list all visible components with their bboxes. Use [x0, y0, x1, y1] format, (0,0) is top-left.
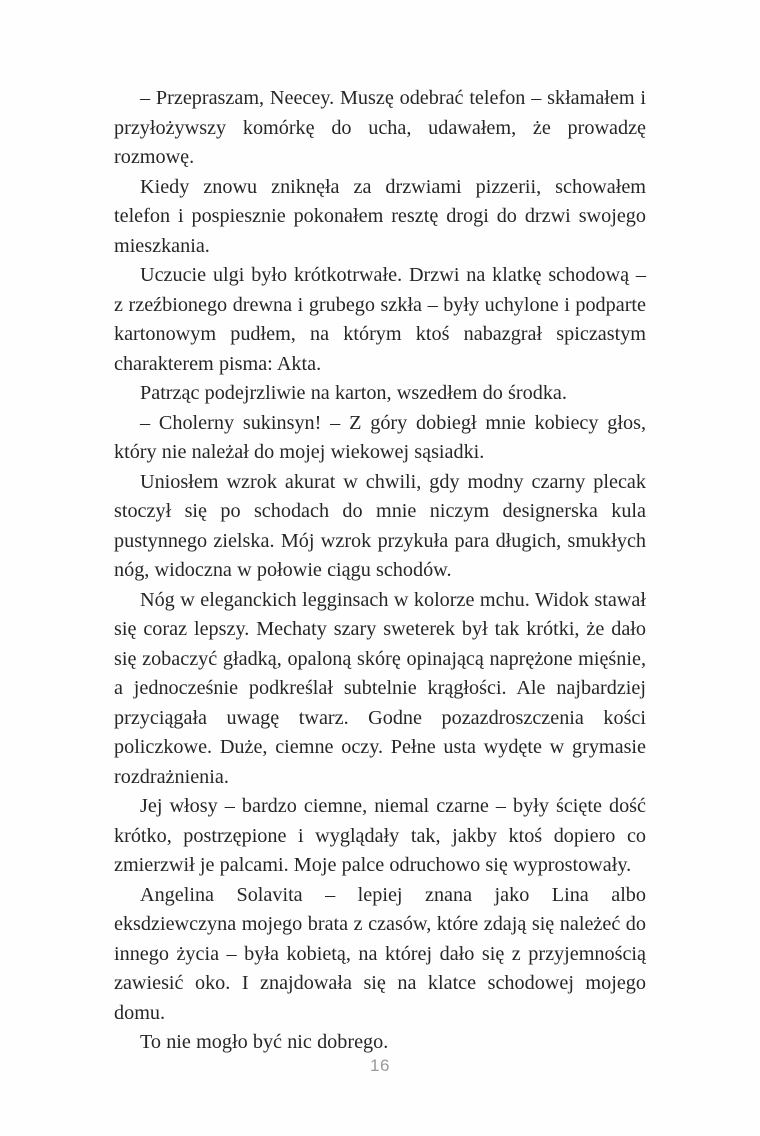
paragraph: Jej włosy – bardzo ciemne, niemal czarne – były ścięte dość krótko, postrzępione i wyglądały tak, jakby ktoś dopiero co zmierzwił je palcami. Moje palce odruchowo się wyprostowały. — [114, 795, 646, 876]
body-text-column — [114, 84, 646, 1058]
page-number: 16 — [370, 1056, 390, 1075]
paragraph: Nóg w eleganckich legginsach w kolorze mchu. Widok stawał się coraz lepszy. Mechaty szary sweterek był tak krótki, że dało się zobaczyć gładką, opaloną skórę opinającą naprężone mięśnie, a jednocześnie podkreślał subtelnie krągłości. Ale najbardziej przyciągała uwagę twarz. Godne pozazdroszczenia kości policzkowe. Duże, ciemne oczy. Pełne usta wydęte w grymasie rozdrażnienia. — [114, 588, 646, 788]
paragraph: Angelina Solavita – lepiej znana jako Lina albo eksdziewczyna mojego brata z czasów, które zdają się należeć do innego życia – była kobietą, na której dało się z przyjemnością zawiesić oko. I znajdowała się na klatce schodowej mojego domu. — [114, 883, 646, 1024]
paragraph: Kiedy znowu zniknęła za drzwiami pizzerii, schowałem telefon i pospiesznie pokonałem resztę drogi do drzwi swojego mieszkania. — [114, 175, 646, 257]
paragraph: Uniosłem wzrok akurat w chwili, gdy modny czarny plecak stoczył się po schodach do mnie niczym designerska kula pustynnego zielska. Mój wzrok przykuła para długich, smukłych nóg, widoczna w połowie ciągu schodów. — [114, 470, 646, 581]
paragraph: To nie mogło być nic dobrego. — [140, 1031, 389, 1053]
paragraph: – Cholerny sukinsyn! – Z góry dobiegł mnie kobiecy głos, który nie należał do mojej wiekowej sąsiadki. — [114, 411, 646, 463]
paragraph: Uczucie ulgi było krótkotrwałe. Drzwi na klatkę schodową – z rzeźbionego drewna i grubego szkła – były uchylone i podparte kartonowym pudłem, na którym ktoś nabazgrał spiczastym charakterem pisma: Akta. — [114, 264, 646, 375]
paragraph: Patrząc podejrzliwie na karton, wszedłem do środka. — [140, 382, 567, 404]
paragraph: – Przepraszam, Neecey. Muszę odebrać telefon – skłamałem i przyłożywszy komórkę do ucha, udawałem, że prowadzę rozmowę. — [114, 87, 646, 168]
